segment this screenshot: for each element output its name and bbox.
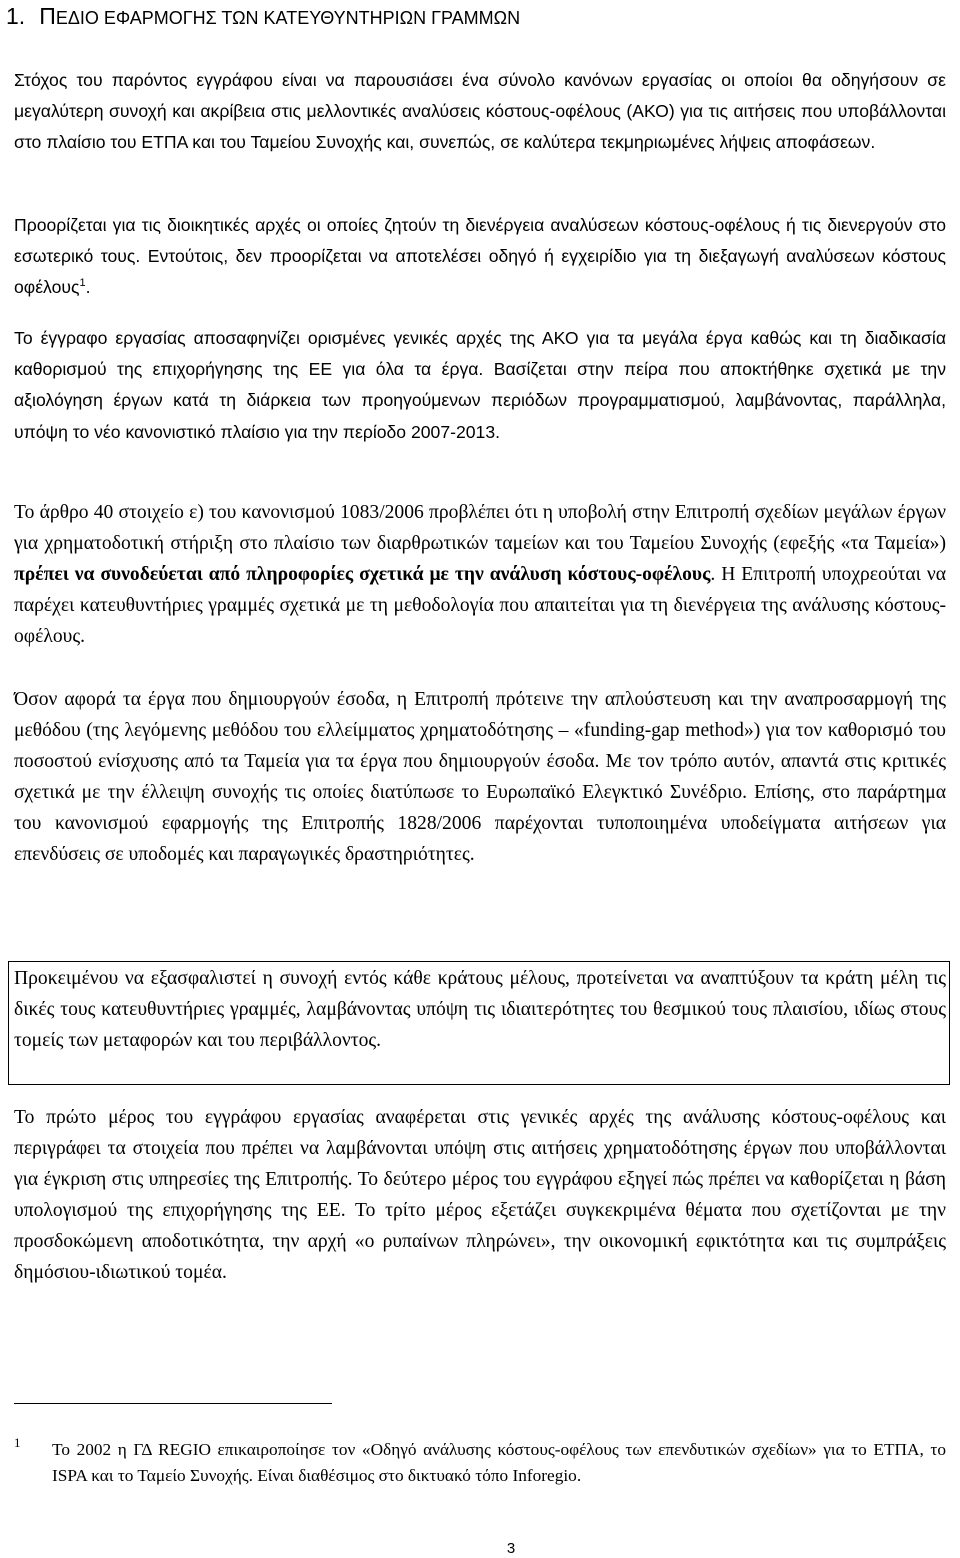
section-number: 1.	[6, 3, 26, 29]
paragraph-revenue-projects: Όσον αφορά τα έργα που δημιουργούν έσοδα, η Επιτροπή πρότεινε την απλούστευση και την αναπροσαρμογή της μεθόδου (της λεγόμενης μεθόδου του ελλείμματος χρηματοδότησης – «funding-gap method») για τον καθορισμό του ποσοστού ενίσχυσης από τα Ταμεία για τα έργα που δημιουργούν έσοδα. Με τον τρόπο αυτόν, απαντά στις κριτικές σχετικά με την έλλειψη συνοχής τις οποίες διατύπωσε το Ευρωπαϊκό Ελεγκτικό Συνέδριο. Επίσης, στο παράρτημα του κανονισμού εφαρμογής της Επιτροπής 1828/2006 παρέχονται τυποποιημένα υποδείγματα αιτήσεων για επενδύσεις σε υποδομές και παραγωγικές δραστηριότητες.	[14, 689, 946, 866]
paragraph-audience	[14, 210, 946, 304]
footnote-number: 1	[14, 1435, 21, 1450]
section-title: ΕΔΙΟ ΕΦΑΡΜΟΓΗΣ ΤΩΝ ΚΑΤΕΥΘΥΝΤΗΡΙΩΝ ΓΡΑΜΜΩΝ	[55, 8, 521, 28]
section-heading	[6, 2, 520, 32]
section-title-initial: Π	[39, 3, 56, 29]
footnote-separator	[14, 1403, 332, 1404]
page-number: 3	[506, 1540, 516, 1557]
paragraph-article-40-bold: πρέπει να συνοδεύεται από πληροφορίες σχετικά με την ανάλυση κόστους-οφέλους	[14, 564, 711, 586]
paragraph-audience-end: .	[85, 277, 91, 298]
paragraph-article-40-end: . Η Επιτροπή υποχρεούται να παρέχει κατευθυντήριες γραμμές σχετικά με τη μεθοδολογία που απαιτείται για τη διενέργεια της ανάλυσης κόστους-οφέλους.	[14, 564, 946, 648]
paragraph-audience-text: Προορίζεται για τις διοικητικές αρχές οι οποίες ζητούν τη διενέργεια αναλύσεων κόστους-οφέλους ή τις διενεργούν στο εσωτερικό τους. Εντούτοις, δεν προορίζεται να αποτελέσει οδηγό ή εγχειρίδιο για τη διεξαγωγή αναλύσεων κόστους οφέλους	[14, 215, 946, 298]
footnote-text: Το 2002 η ΓΔ REGIO επικαιροποίησε τον «Οδηγό ανάλυσης κόστους-οφέλους των επενδυτικών σχεδίων» για το ΕΤΠΑ, το ISPA και το Ταμείο Συνοχής. Είναι διαθέσιμος στο δικτυακό τόπο Inforegio.	[52, 1440, 946, 1485]
paragraph-member-states: Προκειμένου να εξασφαλιστεί η συνοχή εντός κάθε κράτους μέλους, προτείνεται να αναπτύξουν τα κράτη μέλη τις δικές τους κατευθυντήριες γραμμές, λαμβάνοντας υπόψη τις ιδιαιτερότητες του θεσμικού τους πλαισίου, ιδίως στους τομείς των μεταφορών και του περιβάλλοντος.	[14, 968, 946, 1052]
paragraph-purpose: Στόχος του παρόντος εγγράφου είναι να παρουσιάσει ένα σύνολο κανόνων εργασίας οι οποίοι θα οδηγήσουν σε μεγαλύτερη συνοχή και ακρίβεια στις μελλοντικές αναλύσεις κόστους-οφέλους (ΑΚΟ) για τις αιτήσεις που υποβάλλονται στο πλαίσιο του ΕΤΠΑ και του Ταμείου Συνοχής και, συνεπώς, σε καλύτερα τεκμηριωμένες λήψεις αποφάσεων.	[14, 70, 946, 153]
paragraph-principles: Το έγγραφο εργασίας αποσαφηνίζει ορισμένες γενικές αρχές της ΑΚΟ για τα μεγάλα έργα καθώς και τη διαδικασία καθορισμού της επιχορήγησης της ΕΕ για όλα τα έργα. Βασίζεται στην πείρα που αποκτήθηκε σχετικά με την αξιολόγηση έργων κατά τη διάρκεια των προηγούμενων περιόδων προγραμματισμού, λαμβάνοντας, παράλληλα, υπόψη το νέο κανονιστικό πλαίσιο για την περίοδο 2007-2013.	[14, 328, 946, 442]
footnote-reference[interactable]: 1	[79, 277, 86, 290]
paragraph-article-40-start: Το άρθρο 40 στοιχείο ε) του κανονισμού 1083/2006 προβλέπει ότι η υποβολή στην Επιτροπή σχεδίων μεγάλων έργων για χρηματοδοτική στήριξη στο πλαίσιο των διαρθρωτικών ταμείων και του Ταμείου Συνοχής (εφεξής «τα Ταμεία»)	[14, 502, 946, 555]
paragraph-article-40	[14, 497, 946, 652]
paragraph-document-structure: Το πρώτο μέρος του εγγράφου εργασίας αναφέρεται στις γενικές αρχές της ανάλυσης κόστους-οφέλους και περιγράφει τα στοιχεία που πρέπει να λαμβάνονται υπόψη στις αιτήσεις χρηματοδότησης έργων που υποβάλλονται για έγκριση στις υπηρεσίες της Επιτροπής. Το δεύτερο μέρος του εγγράφου εξηγεί πώς πρέπει να καθορίζεται η βάση υπολογισμού της επιχορήγησης της ΕΕ. Το τρίτο μέρος εξετάζει συγκεκριμένα θέματα που σχετίζονται με την προσδοκώμενη αποδοτικότητα, την αρχή «ο ρυπαίνων πληρώνει», την οικονομική εφικτότητα και τις συμπράξεις δημόσιου-ιδιωτικού τομέα.	[14, 1107, 946, 1284]
